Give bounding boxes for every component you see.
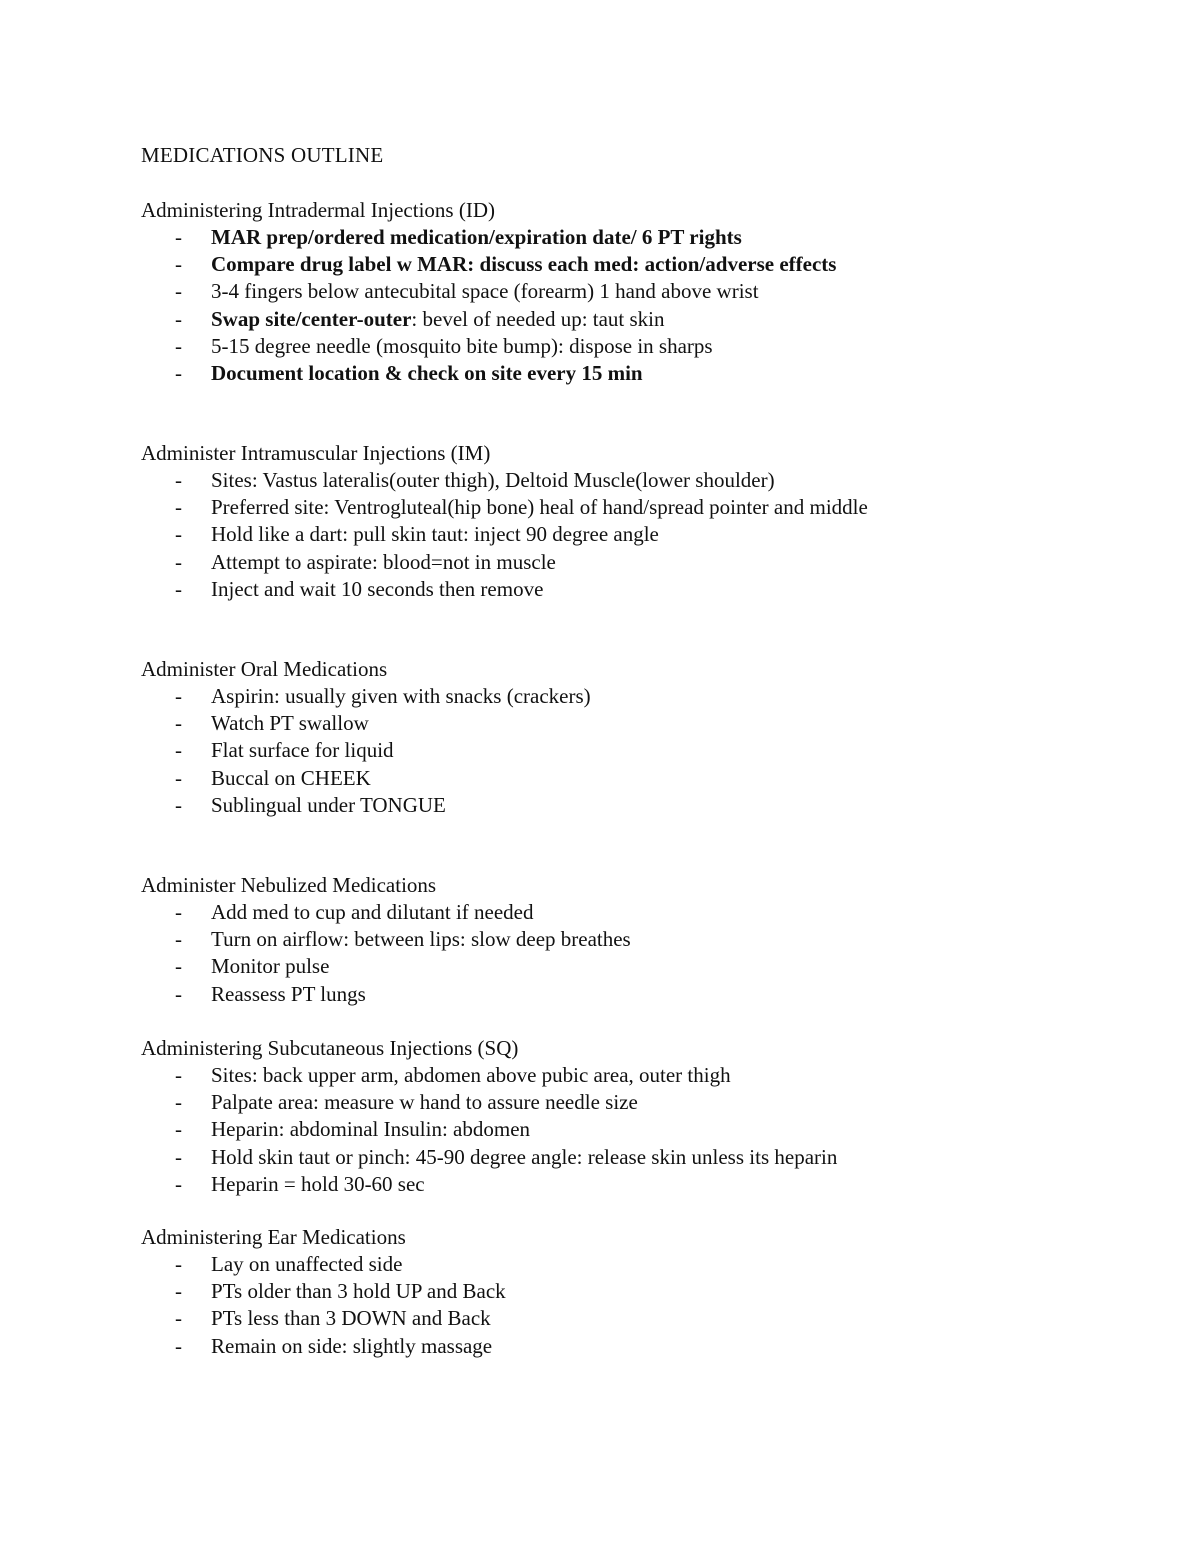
list-item-text: : bevel of needed up: taut skin <box>411 306 665 331</box>
bullet-dash: - <box>175 1252 182 1276</box>
list-item-text: Add med to cup and dilutant if needed <box>211 900 534 924</box>
list-item <box>141 926 1141 953</box>
list-item-text: Heparin = hold 30-60 sec <box>211 1171 425 1196</box>
bullet-dash: - <box>175 792 182 817</box>
list-item <box>141 1305 1141 1332</box>
bullet-dash: - <box>175 576 182 601</box>
bullet-dash: - <box>175 1171 182 1196</box>
list-item <box>141 576 1141 603</box>
list-item <box>141 683 1141 710</box>
bullet-dash: - <box>175 225 182 249</box>
bullet-dash: - <box>175 927 182 952</box>
list-item-text: PTs older than 3 hold UP and Back <box>211 1279 506 1304</box>
list-item-text: Buccal on CHEEK <box>211 765 371 790</box>
list-item <box>141 792 1141 819</box>
list-item-text: Sites: back upper arm, abdomen above pubic area, outer thigh <box>211 1063 731 1087</box>
bullet-dash: - <box>175 738 182 763</box>
list-item-text: MAR prep/ordered medication/expiration date/ 6 PT rights <box>211 225 742 249</box>
list-item <box>141 737 1141 764</box>
section <box>141 1035 1141 1198</box>
bullet-dash: - <box>175 1333 182 1358</box>
list-item-text: Watch PT swallow <box>211 711 369 736</box>
bullet-dash: - <box>175 252 182 277</box>
list-item <box>141 899 1141 926</box>
bullet-list <box>141 899 1141 1008</box>
list-item-text: Monitor pulse <box>211 954 330 979</box>
section <box>141 872 1141 1008</box>
list-item-text: Document location & check on site every 15 min <box>211 361 643 386</box>
list-item-text: Preferred site: Ventrogluteal(hip bone) heal of hand/spread pointer and middle <box>211 495 868 520</box>
bullet-dash: - <box>175 1144 182 1169</box>
bullet-dash: - <box>175 954 182 979</box>
bullet-dash: - <box>175 711 182 736</box>
list-item <box>141 710 1141 737</box>
list-item-text: 3-4 fingers below antecubital space (forearm) 1 hand above wrist <box>211 279 759 304</box>
list-item <box>141 251 1141 278</box>
bullet-dash: - <box>175 684 182 708</box>
list-item-text: Palpate area: measure w hand to assure needle size <box>211 1090 638 1115</box>
list-item <box>141 333 1141 360</box>
list-item <box>141 360 1141 387</box>
list-item <box>141 494 1141 521</box>
bullet-list <box>141 467 1141 603</box>
section-heading: Administer Nebulized Medications <box>141 873 437 897</box>
list-item <box>141 1251 1141 1278</box>
list-item-text: Attempt to aspirate: blood=not in muscle <box>211 549 556 574</box>
list-item-text: Inject and wait 10 seconds then remove <box>211 576 544 601</box>
list-item-text: Flat surface for liquid <box>211 738 394 763</box>
section-heading: Administering Ear Medications <box>141 1225 406 1249</box>
list-item-text: Heparin: abdominal Insulin: abdomen <box>211 1117 531 1142</box>
list-item <box>141 1116 1141 1143</box>
bullet-list <box>141 683 1141 819</box>
section <box>141 197 1141 387</box>
bullet-dash: - <box>175 1279 182 1304</box>
list-item <box>141 306 1141 333</box>
bullet-dash: - <box>175 1090 182 1115</box>
bullet-dash: - <box>175 549 182 574</box>
list-item <box>141 278 1141 305</box>
list-item <box>141 1062 1141 1089</box>
list-item <box>141 1333 1141 1360</box>
bullet-dash: - <box>175 522 182 547</box>
section <box>141 1224 1141 1360</box>
list-item-text: Hold like a dart: pull skin taut: inject 90 degree angle <box>211 522 659 547</box>
list-item <box>141 549 1141 576</box>
list-item <box>141 467 1141 494</box>
list-item-text: 5-15 degree needle (mosquito bite bump): dispose in sharps <box>211 333 713 358</box>
list-item-text: Lay on unaffected side <box>211 1252 403 1276</box>
list-item <box>141 1278 1141 1305</box>
list-item-text: Reassess PT lungs <box>211 981 366 1006</box>
list-item-text: PTs less than 3 DOWN and Back <box>211 1306 491 1331</box>
list-item-text: Compare drug label w MAR: discuss each med: action/adverse effects <box>211 252 837 277</box>
bullet-dash: - <box>175 333 182 358</box>
bullet-dash: - <box>175 279 182 304</box>
list-item-text: Turn on airflow: between lips: slow deep breathes <box>211 927 631 952</box>
list-item-text: Sites: Vastus lateralis(outer thigh), Deltoid Muscle(lower shoulder) <box>211 468 775 492</box>
list-item <box>141 224 1141 251</box>
section-heading: Administering Intradermal Injections (ID) <box>141 198 495 222</box>
section-heading: Administering Subcutaneous Injections (SQ) <box>141 1036 519 1060</box>
bullet-dash: - <box>175 981 182 1006</box>
bullet-dash: - <box>175 495 182 520</box>
section-heading: Administer Intramuscular Injections (IM) <box>141 441 491 465</box>
bullet-dash: - <box>175 900 182 924</box>
bullet-dash: - <box>175 468 182 492</box>
list-item <box>141 981 1141 1008</box>
bullet-dash: - <box>175 765 182 790</box>
section <box>141 440 1141 603</box>
list-item <box>141 1089 1141 1116</box>
list-item-text: Aspirin: usually given with snacks (crackers) <box>211 684 591 708</box>
bullet-dash: - <box>175 1117 182 1142</box>
list-item-text: Swap site/center-outer <box>211 306 412 331</box>
bullet-list <box>141 1062 1141 1198</box>
list-item <box>141 521 1141 548</box>
list-item <box>141 765 1141 792</box>
section-heading: Administer Oral Medications <box>141 657 388 681</box>
bullet-dash: - <box>175 306 182 331</box>
bullet-dash: - <box>175 1306 182 1331</box>
list-item <box>141 1171 1141 1198</box>
list-item-text: Sublingual under TONGUE <box>211 792 446 817</box>
bullet-dash: - <box>175 361 182 386</box>
bullet-dash: - <box>175 1063 182 1087</box>
list-item-text: Hold skin taut or pinch: 45-90 degree angle: release skin unless its heparin <box>211 1144 838 1169</box>
bullet-list <box>141 224 1141 387</box>
list-item-text: Remain on side: slightly massage <box>211 1333 493 1358</box>
bullet-list <box>141 1251 1141 1360</box>
list-item <box>141 1144 1141 1171</box>
list-item <box>141 953 1141 980</box>
page-title: MEDICATIONS OUTLINE <box>141 143 384 167</box>
section <box>141 656 1141 819</box>
